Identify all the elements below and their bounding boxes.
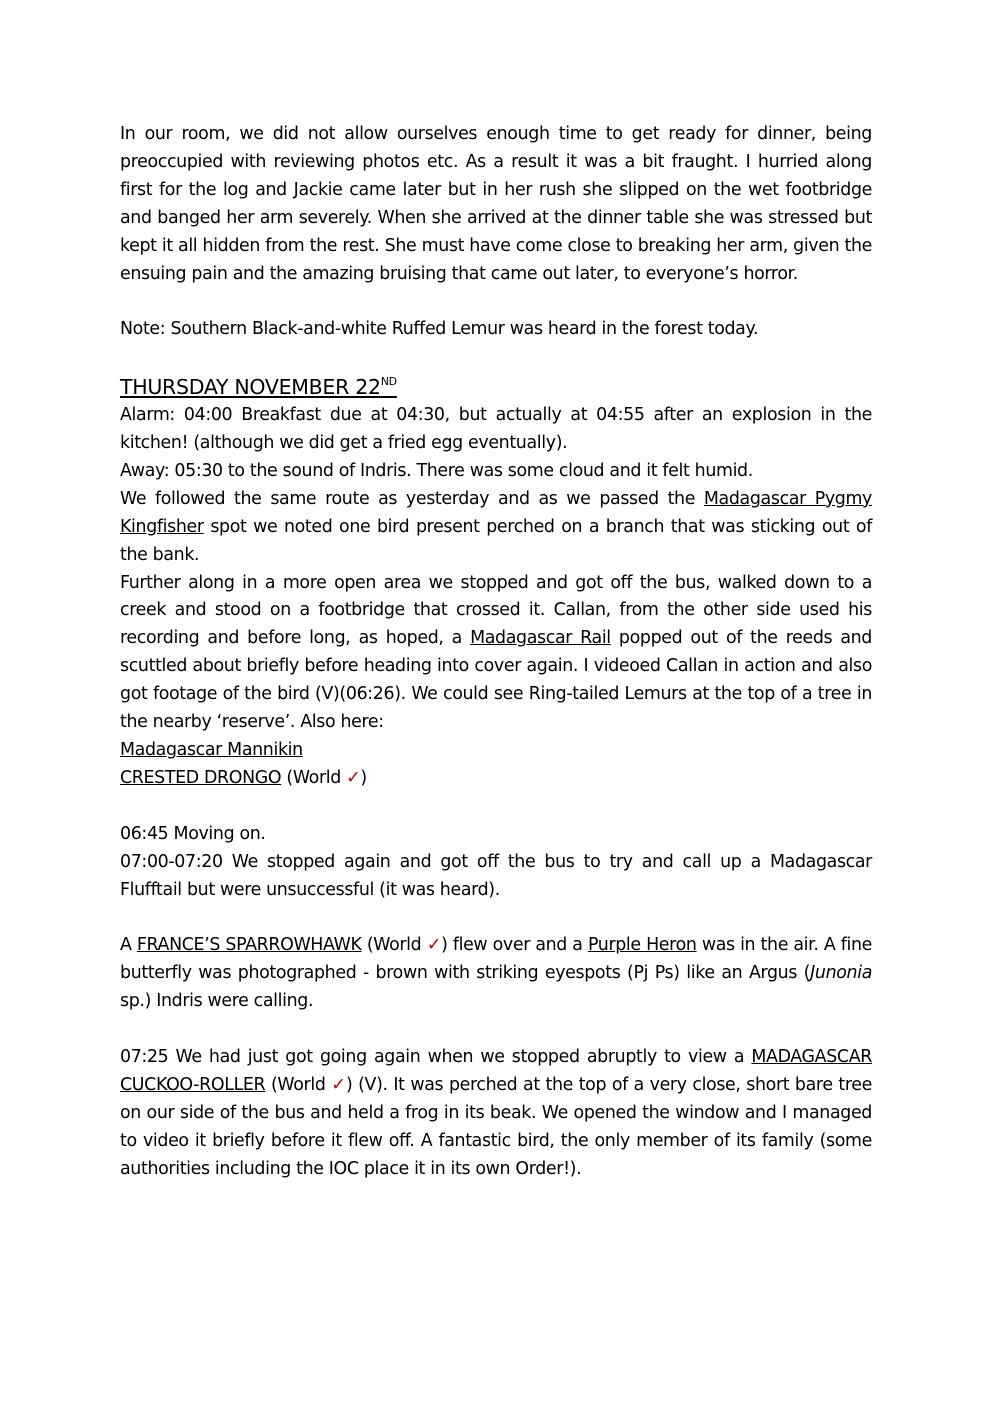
day-heading xyxy=(120,372,872,402)
paragraph-cuckoo-roller xyxy=(120,1044,872,1184)
tick-icon: ✓ xyxy=(346,767,361,788)
sparrowhawk-text-after1: was in the air. A fine butterfly was photographed - brown with striking eyespots (Pj Ps) like an Argus ( xyxy=(120,935,872,984)
paragraph-dinner: In our room, we did not allow ourselves enough time to get ready for dinner, being preoccupied with reviewing photos etc. As a result it was a bit fraught. I hurried along first for the log and Jackie came later but in her rush she slipped on the wet footbridge and banged her arm severely. When she arrived at the dinner table she was stressed but kept it all hidden from the rest. She must have come close to breaking her arm, given the ensuing pain and the amazing bruising that came out later, to everyone’s horror. xyxy=(120,124,872,284)
world-label: (World xyxy=(281,767,347,788)
bird-name-pygmy-kingfisher: Madagascar Pygmy Kingfisher xyxy=(120,488,872,537)
creek-text-after: popped out of the reeds and scuttled about briefly before heading into cover again. I videoed Callan in action and also got footage of the bird (V)(06:26). We could see Ring-tailed Lemurs at the top of a tree in the nearby ‘reserve’. Also here: xyxy=(120,628,872,733)
world-close: ) xyxy=(360,767,367,788)
bird-name-crested-drongo: CRESTED DRONGO xyxy=(120,767,282,788)
route-text-before: We followed the same route as yesterday and as we passed the xyxy=(120,488,704,509)
sparrowhawk-text-mid: ) flew over and a xyxy=(441,935,588,956)
bird-name-frances-sparrowhawk: FRANCE’S SPARROWHAWK xyxy=(136,935,362,956)
paragraph-lemur-note: Note: Southern Black-and-white Ruffed Lemur was heard in the forest today. xyxy=(120,319,759,340)
paragraph-flufftail: 07:00-07:20 We stopped again and got off the bus to try and call up a Madagascar Flufftail but were unsuccessful (it was heard). xyxy=(120,851,872,900)
day-heading-suffix: ND xyxy=(380,375,397,389)
bird-name-purple-heron: Purple Heron xyxy=(587,935,697,956)
species-line-drongo xyxy=(120,765,872,793)
bird-name-cuckoo-roller: MADAGASCAR CUCKOO-ROLLER xyxy=(120,1046,872,1095)
document-page xyxy=(120,121,872,1183)
world-label: (World xyxy=(265,1074,332,1095)
genus-junonia: Junonia xyxy=(810,963,872,984)
creek-text-before: Further along in a more open area we stopped and got off the bus, walked down to a creek and stood on a footbridge that crossed it. Callan, from the other side used his recording and before long, as hoped, a xyxy=(120,572,872,649)
paragraph-creek xyxy=(120,570,872,737)
paragraph-sparrowhawk xyxy=(120,932,872,1016)
sparrowhawk-text-after2: sp.) Indris were calling. xyxy=(120,991,314,1012)
paragraph-away: Away: 05:30 to the sound of Indris. There was some cloud and it felt humid. xyxy=(120,460,753,481)
tick-icon: ✓ xyxy=(331,1074,346,1095)
species-line-mannikin xyxy=(120,737,872,765)
bird-name-madagascar-rail: Madagascar Rail xyxy=(470,628,611,649)
day-heading-text: THURSDAY NOVEMBER 22 xyxy=(120,375,381,400)
roller-text-before: 07:25 We had just got going again when we stopped abruptly to view a xyxy=(120,1046,752,1067)
bird-name-mannikin: Madagascar Mannikin xyxy=(120,740,303,760)
tick-icon: ✓ xyxy=(426,935,442,956)
paragraph-moving-on: 06:45 Moving on. xyxy=(120,823,266,844)
paragraph-alarm: Alarm: 04:00 Breakfast due at 04:30, but actually at 04:55 after an explosion in the kitchen! (although we did get a fried egg eventually). xyxy=(120,405,872,454)
roller-text-after: ) (V). It was perched at the top of a very close, short bare tree on our side of the bus and held a frog in its beak. We opened the window and I managed to video it briefly before it flew off. A fantastic bird, the only member of its family (some authorities including the IOC place it in its own Order!). xyxy=(120,1074,872,1179)
paragraph-route xyxy=(120,486,872,570)
world-label: (World xyxy=(361,935,427,956)
route-text-after: spot we noted one bird present perched on a branch that was sticking out of the bank. xyxy=(120,516,872,565)
sparrowhawk-text-a: A xyxy=(120,935,137,956)
